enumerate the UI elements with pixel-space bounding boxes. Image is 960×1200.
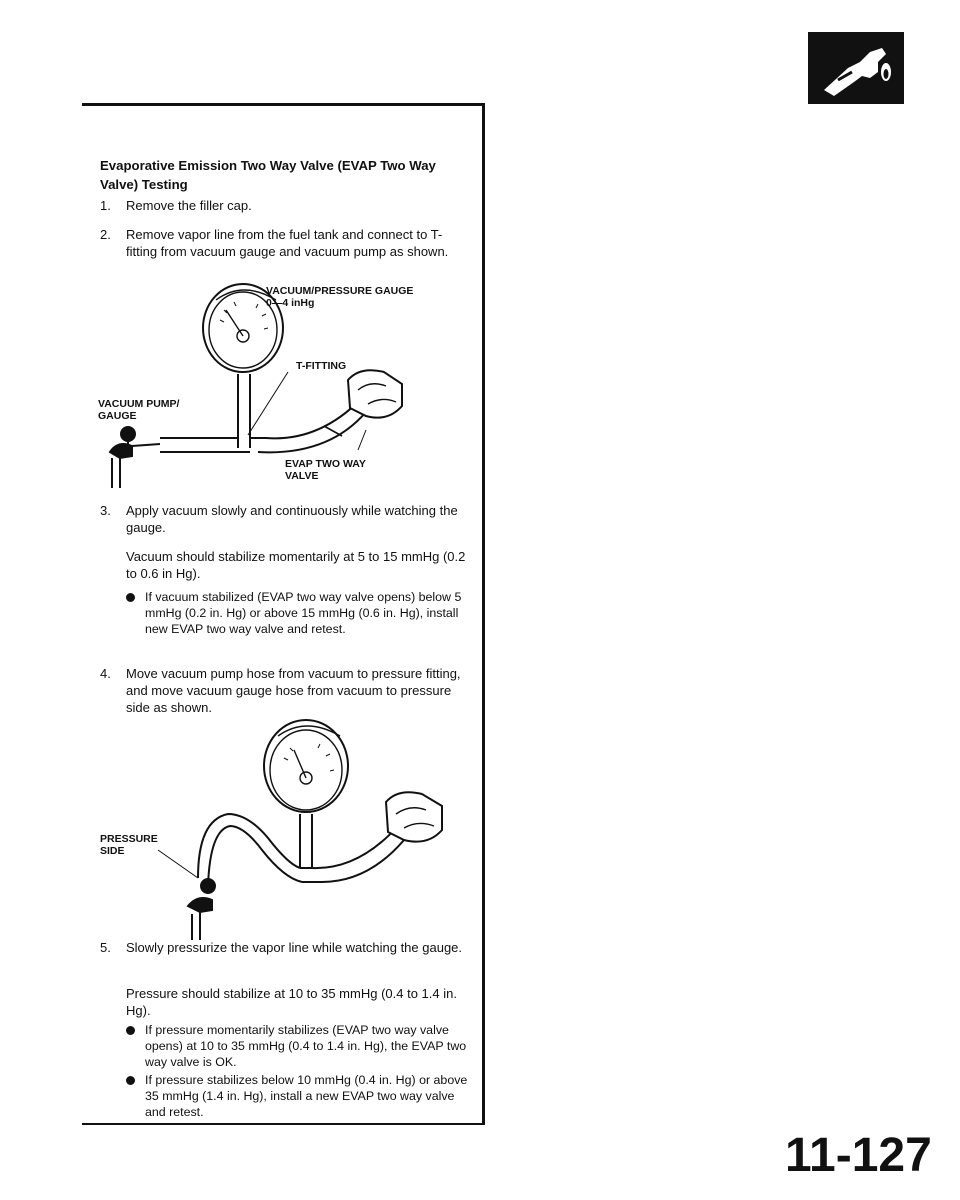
step3-bullet xyxy=(126,589,472,637)
frame-top-rule xyxy=(82,103,484,106)
bullet-dot xyxy=(126,1076,135,1085)
step-text: Slowly pressurize the vapor line while watching the gauge. xyxy=(126,940,463,955)
bullet-dot xyxy=(126,593,135,602)
step-text: Move vacuum pump hose from vacuum to pressure fitting, and move vacuum gauge hose from vacuum to pressure side as shown. xyxy=(126,666,461,715)
page-number: 11-127 xyxy=(785,1129,932,1182)
step-1 xyxy=(100,197,472,214)
step-number: 5. xyxy=(100,940,111,955)
step-number: 4. xyxy=(100,666,111,681)
step5-paragraph: Pressure should stabilize at 10 to 35 mmHg (0.4 to 1.4 in. Hg). xyxy=(126,986,457,1018)
bullet-text: If pressure stabilizes below 10 mmHg (0.4 in. Hg) or above 35 mmHg (1.4 in. Hg), install a new EVAP two way valve and retest. xyxy=(145,1073,468,1119)
step-text: Remove vapor line from the fuel tank and connect to T-fitting from vacuum gauge and vacuum pump as shown. xyxy=(126,227,449,259)
step5-bullet-2 xyxy=(126,1072,472,1120)
step-text: Remove the filler cap. xyxy=(126,198,252,213)
bullet-dot xyxy=(126,1026,135,1035)
t-fitting-label: T-FITTING xyxy=(296,360,347,372)
step-number: 1. xyxy=(100,198,111,213)
bullet-text: If vacuum stabilized (EVAP two way valve opens) below 5 mmHg (0.2 in. Hg) or above 15 mmHg (0.6 in. Hg), install new EVAP two way valve and retest. xyxy=(145,590,462,636)
pressure-side-label: PRESSURE SIDE xyxy=(100,833,158,857)
step-number: 2. xyxy=(100,227,111,242)
step5-bullet-1 xyxy=(126,1022,472,1070)
bullet-text: If pressure momentarily stabilizes (EVAP two way valve opens) at 10 to 35 mmHg (0.4 to 1.4 in. Hg), the EVAP two way valve is OK. xyxy=(145,1023,467,1069)
step-number: 3. xyxy=(100,503,111,518)
step-3 xyxy=(100,502,472,536)
section-title: Evaporative Emission Two Way Valve (EVAP Two Way Valve) Testing xyxy=(100,158,436,192)
step3-paragraph: Vacuum should stabilize momentarily at 5 to 15 mmHg (0.2 to 0.6 in Hg). xyxy=(126,549,466,581)
step-4 xyxy=(100,665,472,716)
frame-bottom-rule xyxy=(82,1123,485,1125)
vacuum-pressure-gauge-label: VACUUM/PRESSURE GAUGE 0—4 inHg xyxy=(266,285,414,309)
fuel-nozzle-icon xyxy=(808,32,904,104)
pressure-test-diagram xyxy=(98,718,478,942)
step-5 xyxy=(100,939,472,956)
frame-right-rule xyxy=(482,103,485,1125)
evap-valve-label: EVAP TWO WAY VALVE xyxy=(285,458,366,482)
step-2 xyxy=(100,226,472,260)
step-text: Apply vacuum slowly and continuously while watching the gauge. xyxy=(126,503,458,535)
vacuum-pump-label: VACUUM PUMP/ GAUGE xyxy=(98,398,180,422)
